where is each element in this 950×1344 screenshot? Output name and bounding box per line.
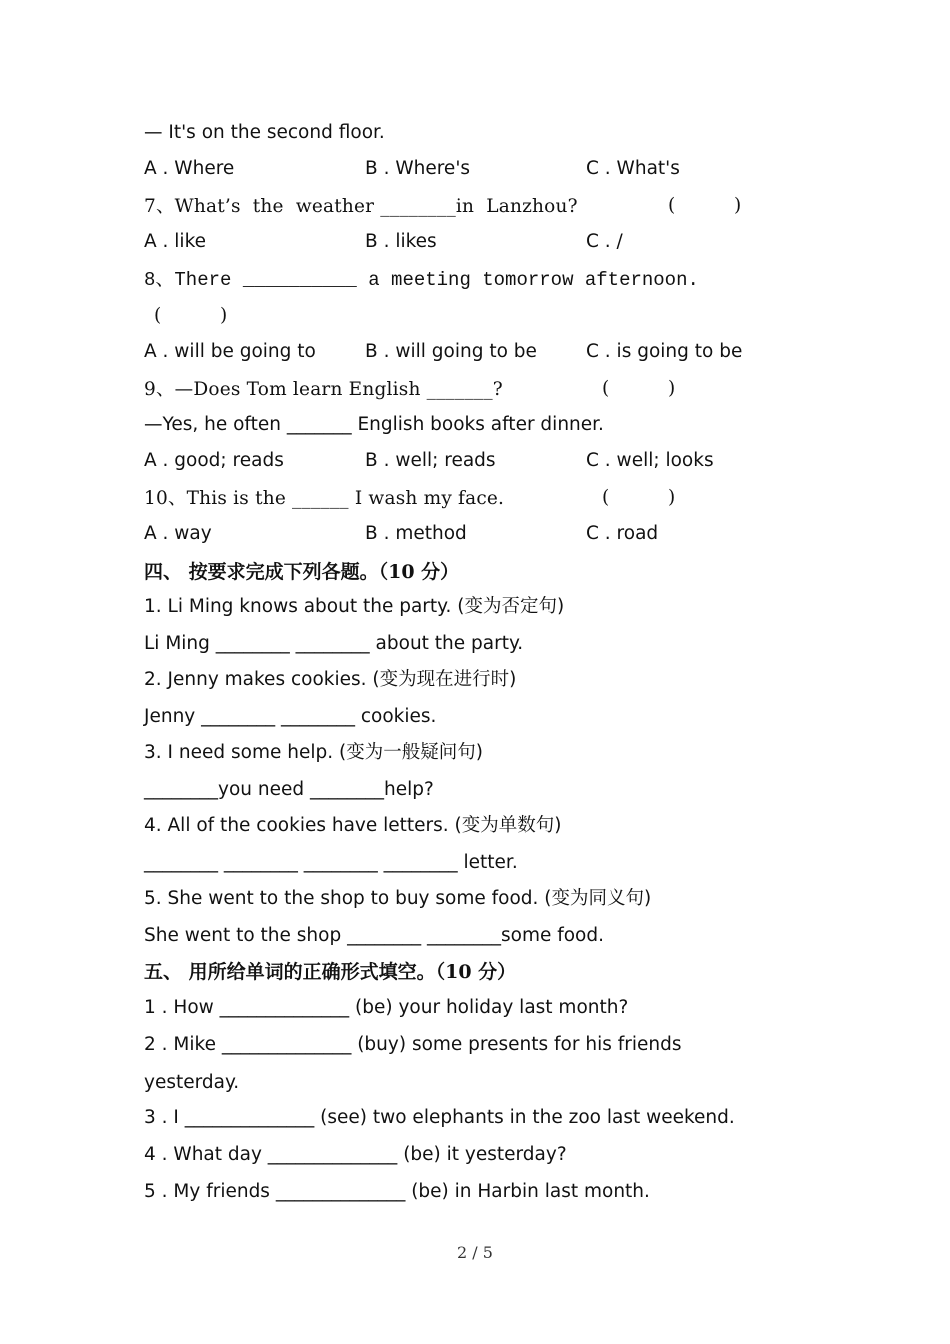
q6-option-b: B . Where's [365, 158, 471, 179]
q9-option-c: C . well; looks [586, 450, 714, 471]
q7-option-c: C . / [586, 231, 623, 252]
s5-line-2: 2 . Mike ______________ (buy) some presents for his friends [144, 1034, 682, 1055]
s4-item-5-question: 5. She went to the shop to buy some food. (变为同义句) [144, 888, 652, 909]
s4-item-1-question: 1. Li Ming knows about the party. (变为否定句) [144, 596, 565, 617]
q7-stem: 7、What’s the weather ________in Lanzhou? [144, 196, 578, 217]
s4-item-4-question: 4. All of the cookies have letters. (变为单数句) [144, 815, 562, 836]
section-4-heading: 四、 按要求完成下列各题。（10 分） [144, 561, 460, 583]
q8-answer-paren: ( ) [154, 305, 228, 326]
page-number: 2 / 5 [457, 1243, 493, 1262]
q10-option-b: B . method [365, 523, 467, 544]
s4-item-1-answer: Li Ming ________ ________ about the party. [144, 633, 524, 654]
s5-line-4: 4 . What day ______________ (be) it yesterday? [144, 1144, 567, 1165]
q9-answer-line: —Yes, he often _______ English books after dinner. [144, 414, 604, 435]
s5-line-3: 3 . I ______________ (see) two elephants in the zoo last weekend. [144, 1107, 735, 1128]
q10-option-c: C . road [586, 523, 659, 544]
q9-stem: 9、—Does Tom learn English _______? [144, 379, 503, 400]
q8-option-c: C . is going to be [586, 341, 743, 362]
s4-item-5-answer: She went to the shop ________ ________some food. [144, 925, 604, 946]
q8-option-b: B . will going to be [365, 341, 537, 362]
q10-answer-paren: ( ) [602, 487, 676, 508]
q10-option-a: A . way [144, 523, 212, 544]
q7-option-a: A . like [144, 231, 207, 252]
s5-line-5: 5 . My friends ______________ (be) in Harbin last month. [144, 1181, 650, 1202]
s4-item-3-answer: ________you need ________help? [144, 779, 434, 800]
s4-item-2-question: 2. Jenny makes cookies. (变为现在进行时) [144, 669, 517, 690]
s4-item-4-answer: ________ ________ ________ ________ letter. [144, 852, 518, 873]
q8-option-a: A . will be going to [144, 341, 316, 362]
s4-item-3-question: 3. I need some help. (变为一般疑问句) [144, 742, 483, 763]
section-5-heading: 五、 用所给单词的正确形式填空。（10 分） [144, 961, 517, 983]
q6-answer-line: — It's on the second floor. [144, 122, 385, 143]
q8-stem: 8、There __________ a meeting tomorrow afternoon. [144, 269, 699, 291]
q10-stem: 10、This is the ______ I wash my face. [144, 488, 505, 509]
q7-option-b: B . likes [365, 231, 437, 252]
q9-option-b: B . well; reads [365, 450, 496, 471]
q6-option-a: A . Where [144, 158, 235, 179]
s5-line-2-cont: yesterday. [144, 1072, 240, 1093]
q9-option-a: A . good; reads [144, 450, 284, 471]
s4-item-2-answer: Jenny ________ ________ cookies. [144, 706, 437, 727]
q7-answer-paren: ( ) [668, 195, 742, 216]
q9-answer-paren: ( ) [602, 378, 676, 399]
s5-line-1: 1 . How ______________ (be) your holiday last month? [144, 997, 629, 1018]
q6-option-c: C . What's [586, 158, 680, 179]
